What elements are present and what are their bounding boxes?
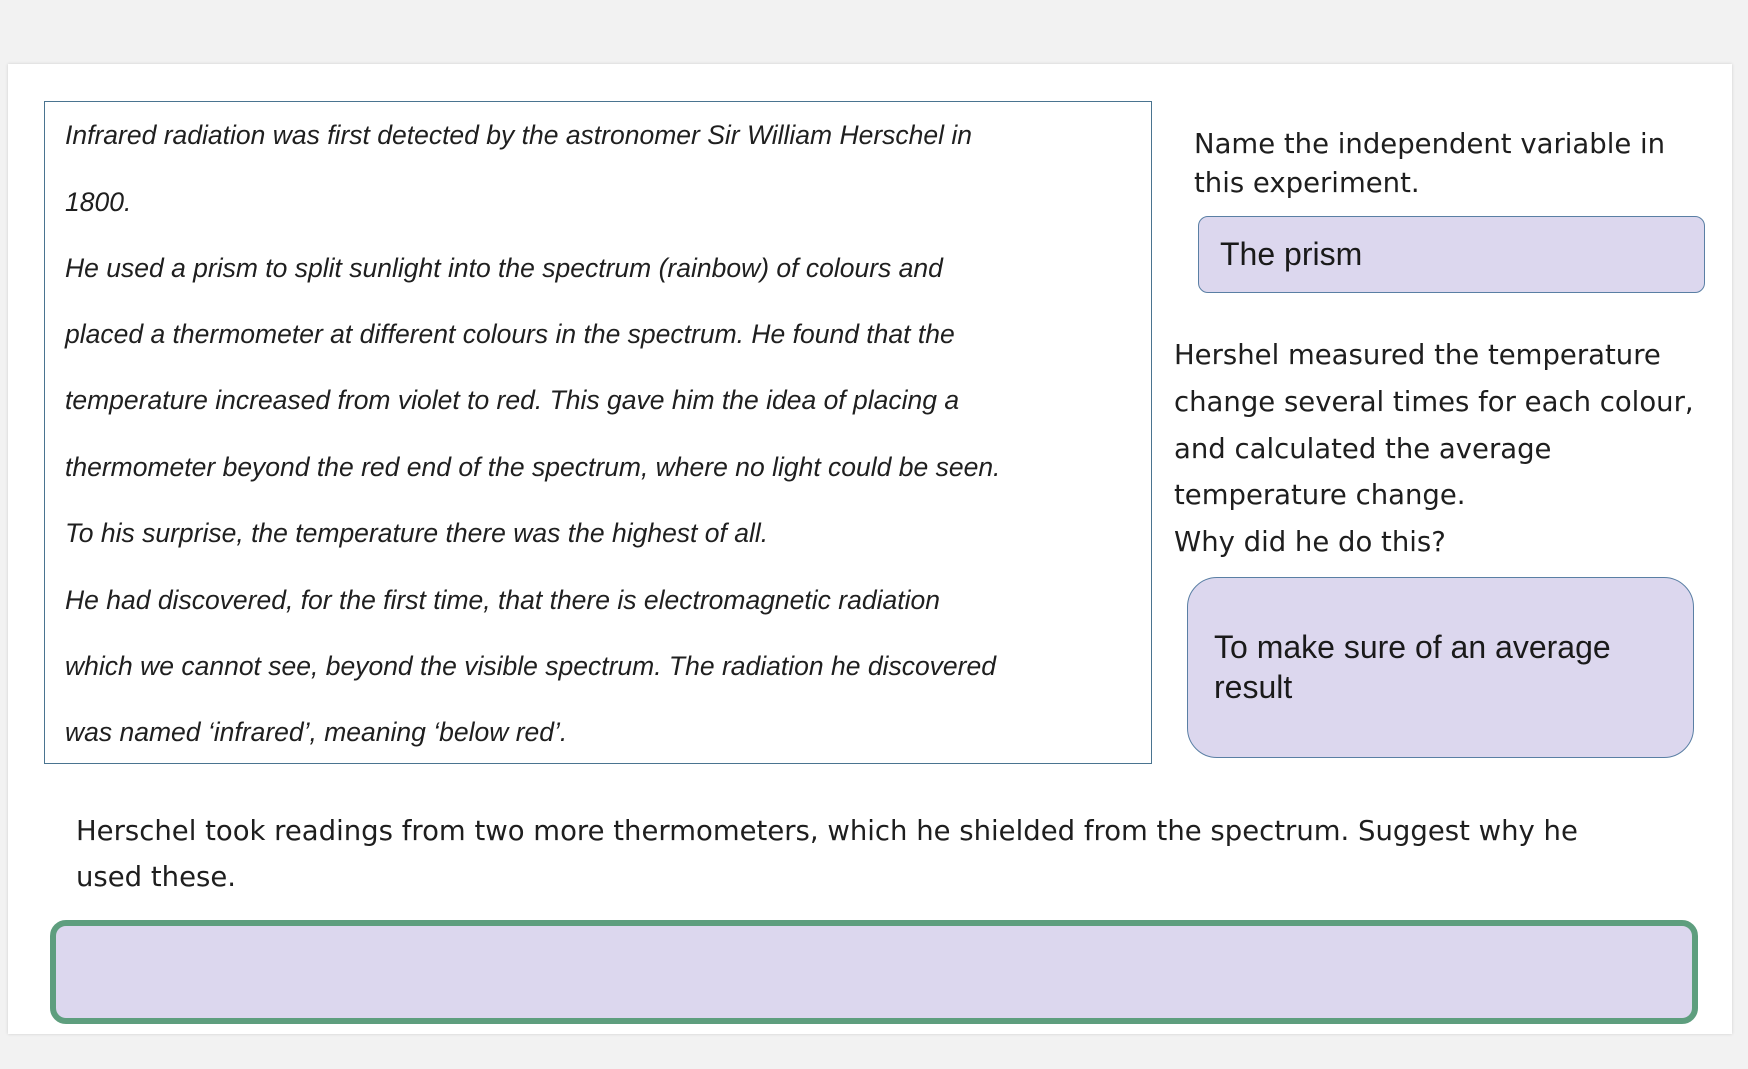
answer1-text: The prism (1220, 236, 1363, 272)
passage-line: placed a thermometer at different colours in the spectrum. He found that the (65, 319, 955, 349)
passage-line: He used a prism to split sunlight into the spectrum (rainbow) of colours and (65, 253, 943, 283)
passage-line: He had discovered, for the first time, that there is electromagnetic radiation (65, 585, 940, 615)
question3-line: used these. (76, 861, 236, 893)
answer-box-3[interactable] (50, 920, 1698, 1024)
answer2-line: result (1214, 669, 1293, 705)
passage-line: temperature increased from violet to red. This gave him the idea of placing a (65, 385, 960, 415)
question1-line: Name the independent variable in (1194, 128, 1666, 160)
passage-line: To his surprise, the temperature there was the highest of all. (65, 518, 769, 548)
question2-line: change several times for each colour, (1174, 386, 1694, 418)
question2-line: Hershel measured the temperature (1174, 339, 1661, 371)
question3-line: Herschel took readings from two more thermometers, which he shielded from the spectrum. Suggest why he (76, 815, 1578, 847)
answer2-line: To make sure of an average (1214, 629, 1611, 665)
question1-line: this experiment. (1194, 167, 1420, 199)
question2-line: Why did he do this? (1174, 526, 1446, 558)
passage-line: 1800. (65, 187, 132, 217)
question2-line: temperature change. (1174, 479, 1466, 511)
passage-line: Infrared radiation was first detected by the astronomer Sir William Herschel in (65, 120, 973, 150)
passage-line: was named ‘infrared’, meaning ‘below red’. (65, 717, 568, 747)
passage-line: thermometer beyond the red end of the spectrum, where no light could be seen. (65, 452, 1001, 482)
question2-line: and calculated the average (1174, 433, 1552, 465)
passage-line: which we cannot see, beyond the visible spectrum. The radiation he discovered (65, 651, 996, 681)
